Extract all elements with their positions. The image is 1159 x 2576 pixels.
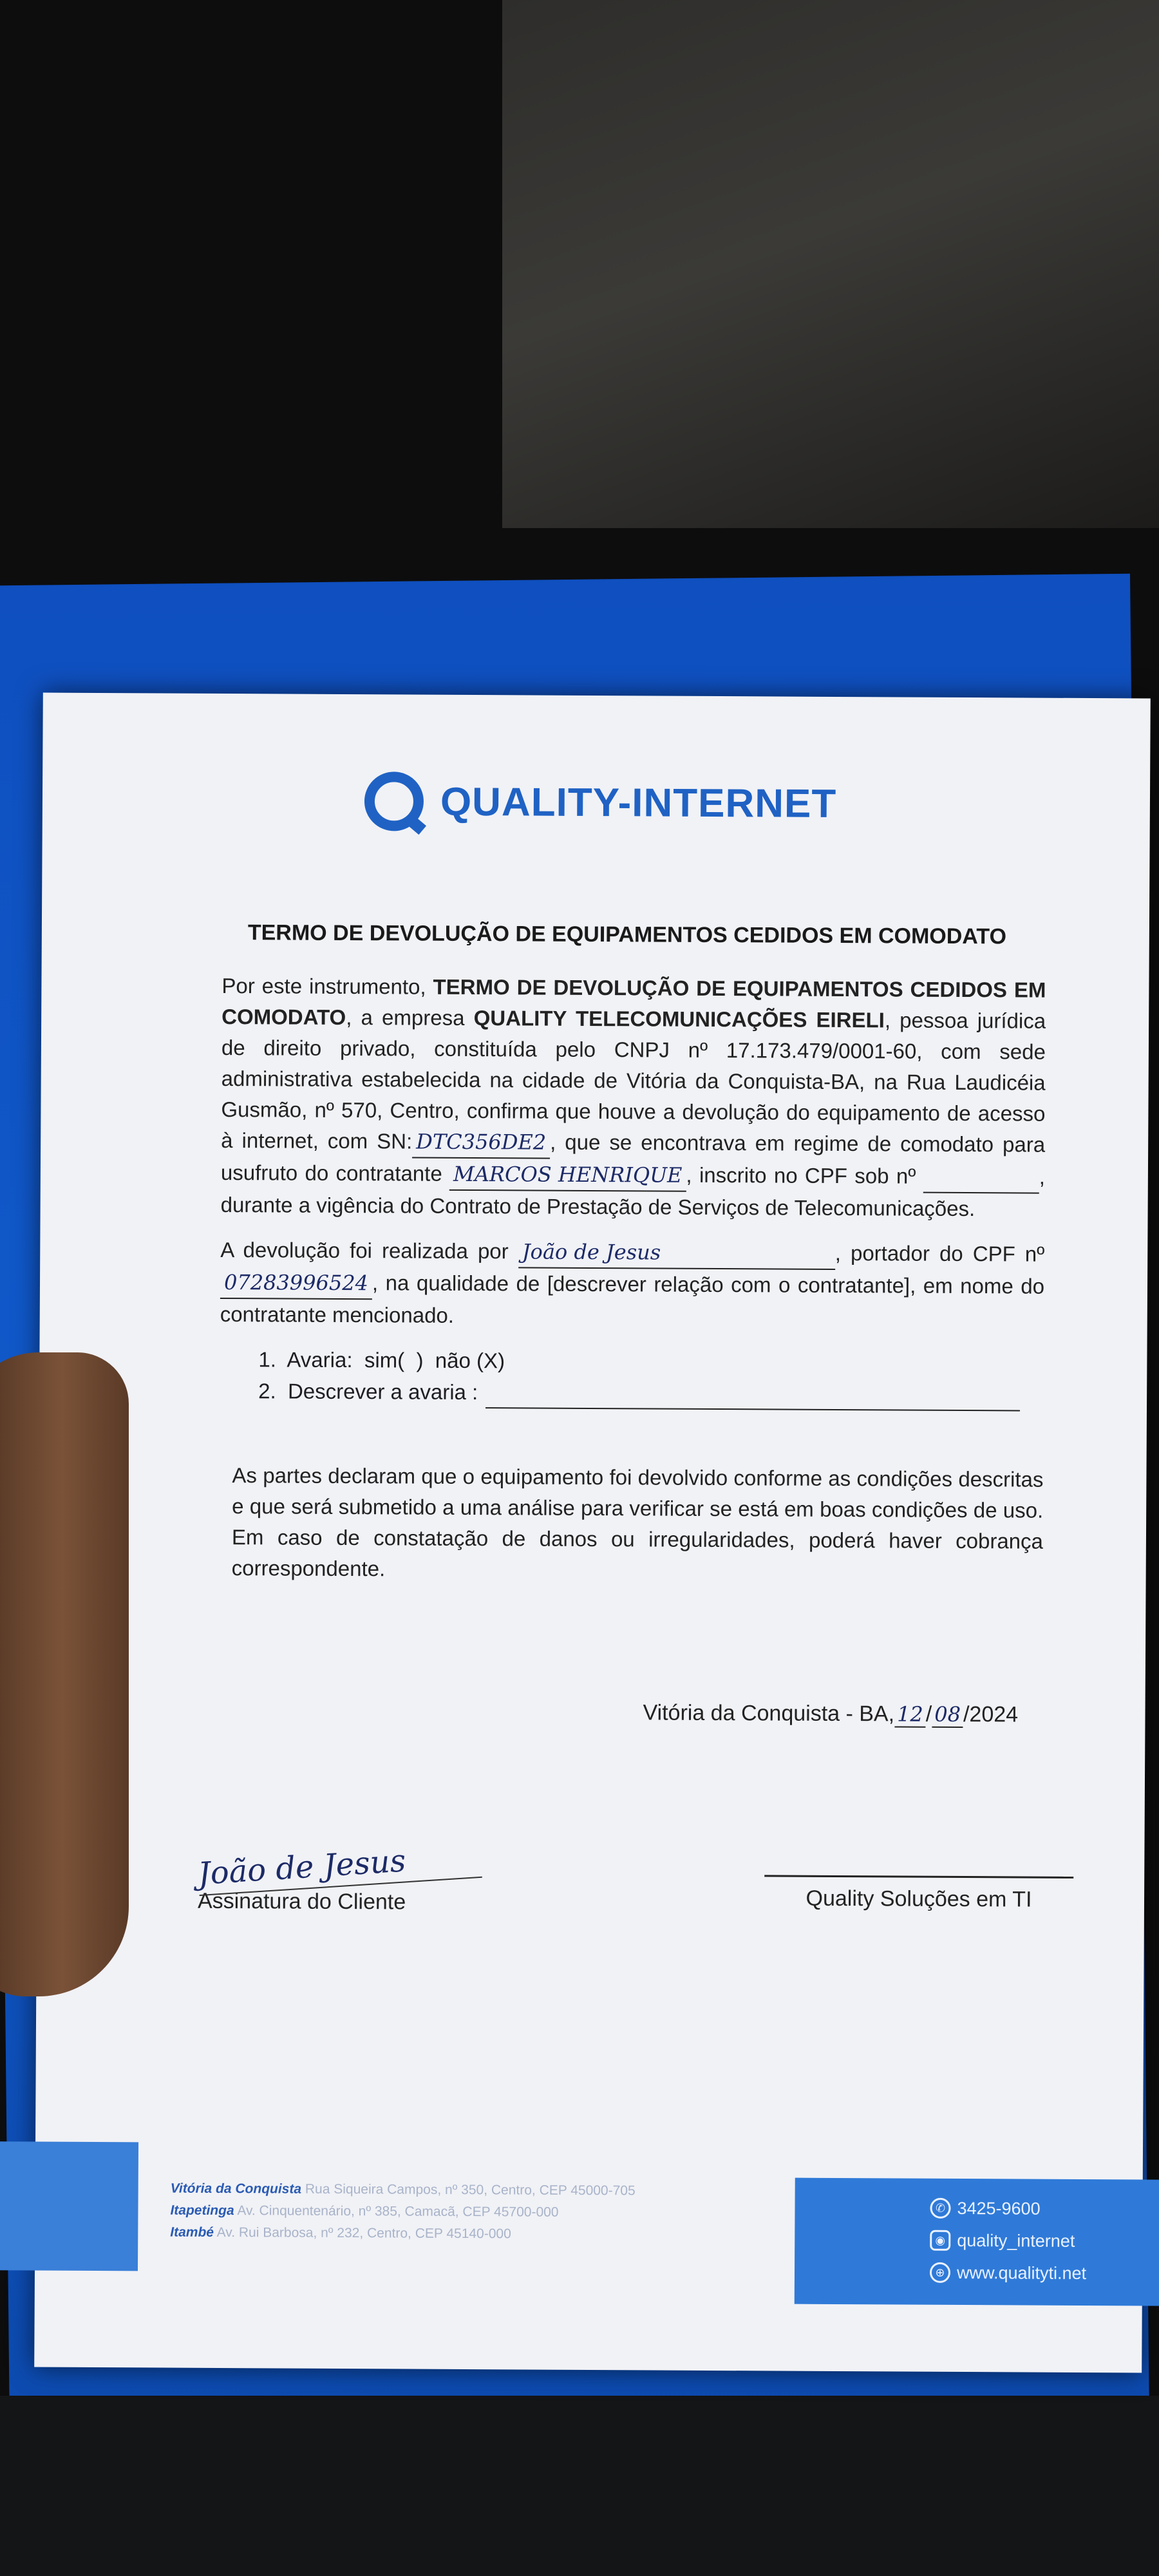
avaria-description-label: 2. Descrever a avaria : <box>258 1379 478 1405</box>
footer-phone: 3425-9600 <box>957 2198 1041 2219</box>
footer-address-line <box>171 2178 636 2202</box>
paragraph-intro <box>221 971 1046 1225</box>
footer-phone-row <box>930 2198 1040 2219</box>
intro-text-4: , que se encontrava em regime de comodato para usufruto do contratante <box>220 1130 1046 1186</box>
company-signature-label: Quality Soluções em TI <box>806 1886 1032 1912</box>
company-logo <box>364 772 837 833</box>
whatsapp-icon: ✆ <box>930 2198 950 2219</box>
paragraph-declaration: As partes declaram que o equipamento foi devolvido conforme as condições descritas e que será submetido a uma análise para verificar se está em boas condições de uso. Em caso de constatação de danos ou irregularidades, poderá haver cobrança correspondente. <box>231 1463 1044 1581</box>
date-month-handwritten: 08 <box>932 1702 963 1728</box>
cpf-blank <box>923 1161 1039 1194</box>
footer-contact-bar <box>795 2178 1159 2306</box>
footer-city: Itambé <box>170 2224 214 2240</box>
company-signature-line <box>764 1875 1073 1879</box>
footer-address-line <box>170 2200 635 2224</box>
date-prefix: Vitória da Conquista - BA, <box>643 1700 895 1727</box>
intro-text-2: , a empresa <box>346 1005 474 1030</box>
damage-list <box>258 1344 1021 1411</box>
date-year: /2024 <box>963 1702 1019 1727</box>
globe-icon: ⊕ <box>930 2262 950 2283</box>
footer-addresses <box>170 2178 636 2246</box>
footer-website-row <box>930 2262 1086 2284</box>
avaria-description-line <box>485 1376 1020 1411</box>
list-item <box>258 1344 1020 1379</box>
footer-website: www.qualityti.net <box>956 2262 1087 2283</box>
footer-city: Vitória da Conquista <box>170 2181 302 2197</box>
return-text-1: A devolução foi realizada por <box>220 1237 518 1264</box>
returner-name-handwritten: João de Jesus <box>518 1236 835 1270</box>
contratante-handwritten: MARCOS HENRIQUE <box>449 1159 686 1192</box>
footer-instagram: quality_internet <box>957 2230 1075 2251</box>
footer-address-line <box>170 2222 635 2246</box>
hand-holding-paper <box>0 1352 129 1996</box>
intro-bold-title: TERMO DE DEVOLUÇÃO DE EQUIPAMENTOS CEDIDOS EM COMODATO <box>221 974 1046 1029</box>
logo-q-icon <box>364 772 424 831</box>
client-signature-label: Assinatura do Cliente <box>197 1888 406 1915</box>
footer-address: Av. Cinquentenário, nº 385, Camacã, CEP 45700-000 <box>237 2203 559 2220</box>
background-wall <box>502 0 1159 528</box>
intro-bold-company: QUALITY TELECOMUNICAÇÕES EIRELI <box>473 1006 885 1032</box>
footer-city: Itapetinga <box>170 2202 234 2219</box>
footer-instagram-row <box>930 2230 1075 2251</box>
intro-text-6: , durante a vigência do Contrato de Prestação de Serviços de Telecomunicações. <box>220 1164 1046 1221</box>
serial-number-handwritten: DTC356DE2 <box>412 1126 550 1159</box>
paragraph-return <box>220 1235 1045 1334</box>
footer-address: Av. Rui Barbosa, nº 232, Centro, CEP 45140-000 <box>216 2224 511 2242</box>
document-title: TERMO DE DEVOLUÇÃO DE EQUIPAMENTOS CEDIDOS EM COMODATO <box>247 920 1007 949</box>
return-text-3: , na qualidade de [descrever relação com o contratante], em nome do contratante mencionado. <box>220 1271 1045 1327</box>
footer-accent-square <box>0 2141 138 2271</box>
background-floor <box>0 2396 1159 2576</box>
date-day-handwritten: 12 <box>894 1701 926 1727</box>
company-signature-block <box>764 1875 1073 1913</box>
list-item <box>258 1375 1020 1411</box>
returner-cpf-handwritten: 07283996524 <box>220 1267 372 1300</box>
footer-address: Rua Siqueira Campos, nº 350, Centro, CEP 45000-705 <box>305 2181 636 2199</box>
document-sheet <box>34 693 1151 2373</box>
client-signature: João de Jesus <box>197 1838 482 1896</box>
intro-text-5: , inscrito no CPF sob nº <box>686 1162 923 1188</box>
client-signature-block <box>196 1842 482 1915</box>
return-text-2: , portador do CPF nº <box>834 1240 1045 1266</box>
intro-text-3: , pessoa jurídica de direito privado, constituída pelo CNPJ nº 17.173.479/0001-60, com sede administrativa estabelecida na cidade de Vitória da Conquista-BA, na Rua Laudicéia Gusmão, nº 570, Centro, confirma que houve a devolução do equipamento de acesso à internet, com SN: <box>221 1008 1046 1153</box>
instagram-icon: ◉ <box>930 2230 950 2251</box>
city-date: Vitória da Conquista - BA, 12 / 08 /2024 <box>643 1700 1019 1727</box>
intro-text-1: Por este instrumento, <box>221 973 433 999</box>
avaria-question: 1. Avaria: sim( ) não (X) <box>258 1347 505 1373</box>
logo-text: QUALITY-INTERNET <box>440 779 837 826</box>
